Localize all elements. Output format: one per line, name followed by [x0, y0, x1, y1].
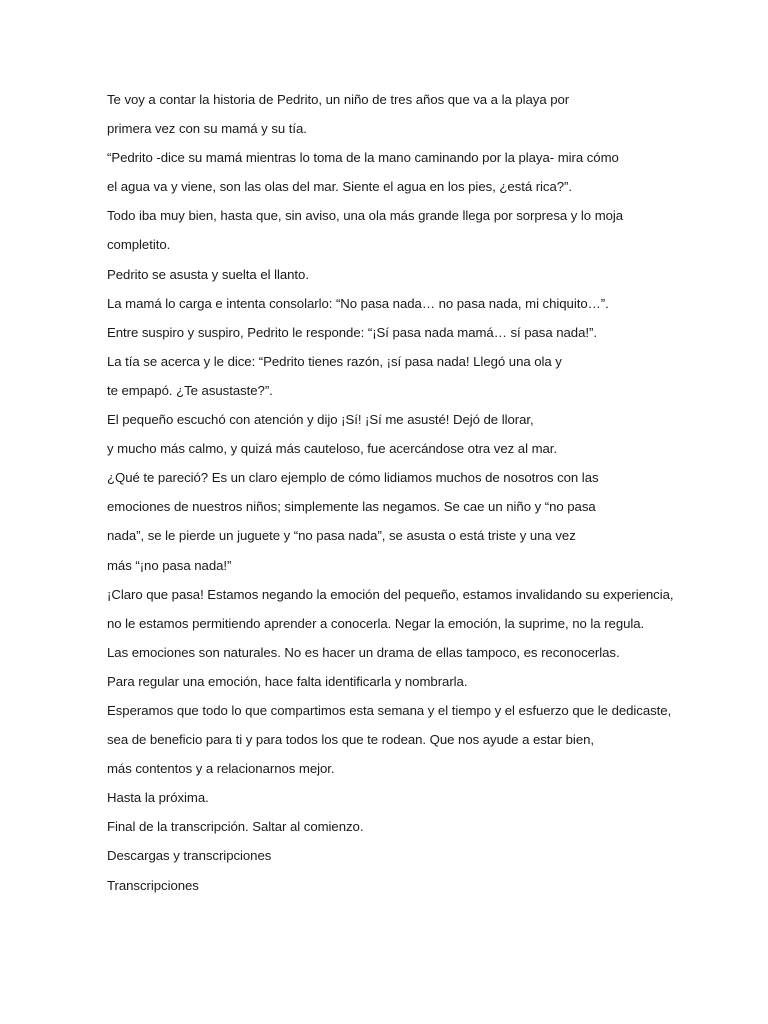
text-line: ¿Qué te pareció? Es un claro ejemplo de cómo lidiamos muchos de nosotros con las — [107, 470, 599, 486]
text-line: emociones de nuestros niños; simplemente las negamos. Se cae un niño y “no pasa — [107, 499, 596, 515]
text-line: y mucho más calmo, y quizá más cauteloso, fue acercándose otra vez al mar. — [107, 441, 558, 457]
text-line: La tía se acerca y le dice: “Pedrito tienes razón, ¡sí pasa nada! Llegó una ola y — [107, 353, 562, 369]
text-line: te empapó. ¿Te asustaste?”. — [107, 382, 273, 398]
text-line: El pequeño escuchó con atención y dijo ¡Sí! ¡Sí me asusté! Dejó de llorar, — [107, 412, 534, 428]
text-line: Las emociones son naturales. No es hacer un drama de ellas tampoco, es reconocerlas. — [107, 644, 620, 660]
text-line: Entre suspiro y suspiro, Pedrito le responde: “¡Sí pasa nada mamá… sí pasa nada!”. — [107, 324, 597, 340]
text-line: Todo iba muy bien, hasta que, sin aviso, una ola más grande llega por sorpresa y lo moja — [107, 208, 624, 224]
text-line: ¡Claro que pasa! Estamos negando la emoción del pequeño, estamos invalidando su experiencia, — [107, 586, 674, 602]
text-line: más contentos y a relacionarnos mejor. — [107, 761, 335, 777]
text-line: nada”, se le pierde un juguete y “no pasa nada”, se asusta o está triste y una vez — [107, 528, 576, 544]
text-line: completito. — [107, 237, 171, 253]
text-line: Esperamos que todo lo que compartimos esta semana y el tiempo y el esfuerzo que le dedicaste, — [107, 702, 672, 718]
text-line: Pedrito se asusta y suelta el llanto. — [107, 266, 309, 282]
text-line: Te voy a contar la historia de Pedrito, un niño de tres años que va a la playa por — [107, 92, 570, 107]
text-line: Transcripciones — [107, 877, 199, 893]
text-line: Final de la transcripción. Saltar al comienzo. — [107, 819, 364, 835]
text-line: Para regular una emoción, hace falta identificarla y nombrarla. — [107, 673, 468, 689]
text-line: Hasta la próxima. — [107, 790, 209, 806]
text-line: Descargas y transcripciones — [107, 848, 272, 864]
text-line: La mamá lo carga e intenta consolarlo: “No pasa nada… no pasa nada, mi chiquito…”. — [107, 295, 609, 311]
text-line: “Pedrito -dice su mamá mientras lo toma de la mano caminando por la playa- mira cómo — [107, 150, 619, 166]
text-line: sea de beneficio para ti y para todos los que te rodean. Que nos ayude a estar bien, — [107, 732, 594, 748]
text-line: más “¡no pasa nada!” — [107, 557, 232, 573]
text-line: primera vez con su mamá y su tía. — [107, 121, 307, 137]
text-line: no le estamos permitiendo aprender a conocerla. Negar la emoción, la suprime, no la regula. — [107, 615, 645, 631]
document-body — [107, 88, 674, 903]
text-line: el agua va y viene, son las olas del mar. Siente el agua en los pies, ¿está rica?”. — [107, 179, 573, 195]
